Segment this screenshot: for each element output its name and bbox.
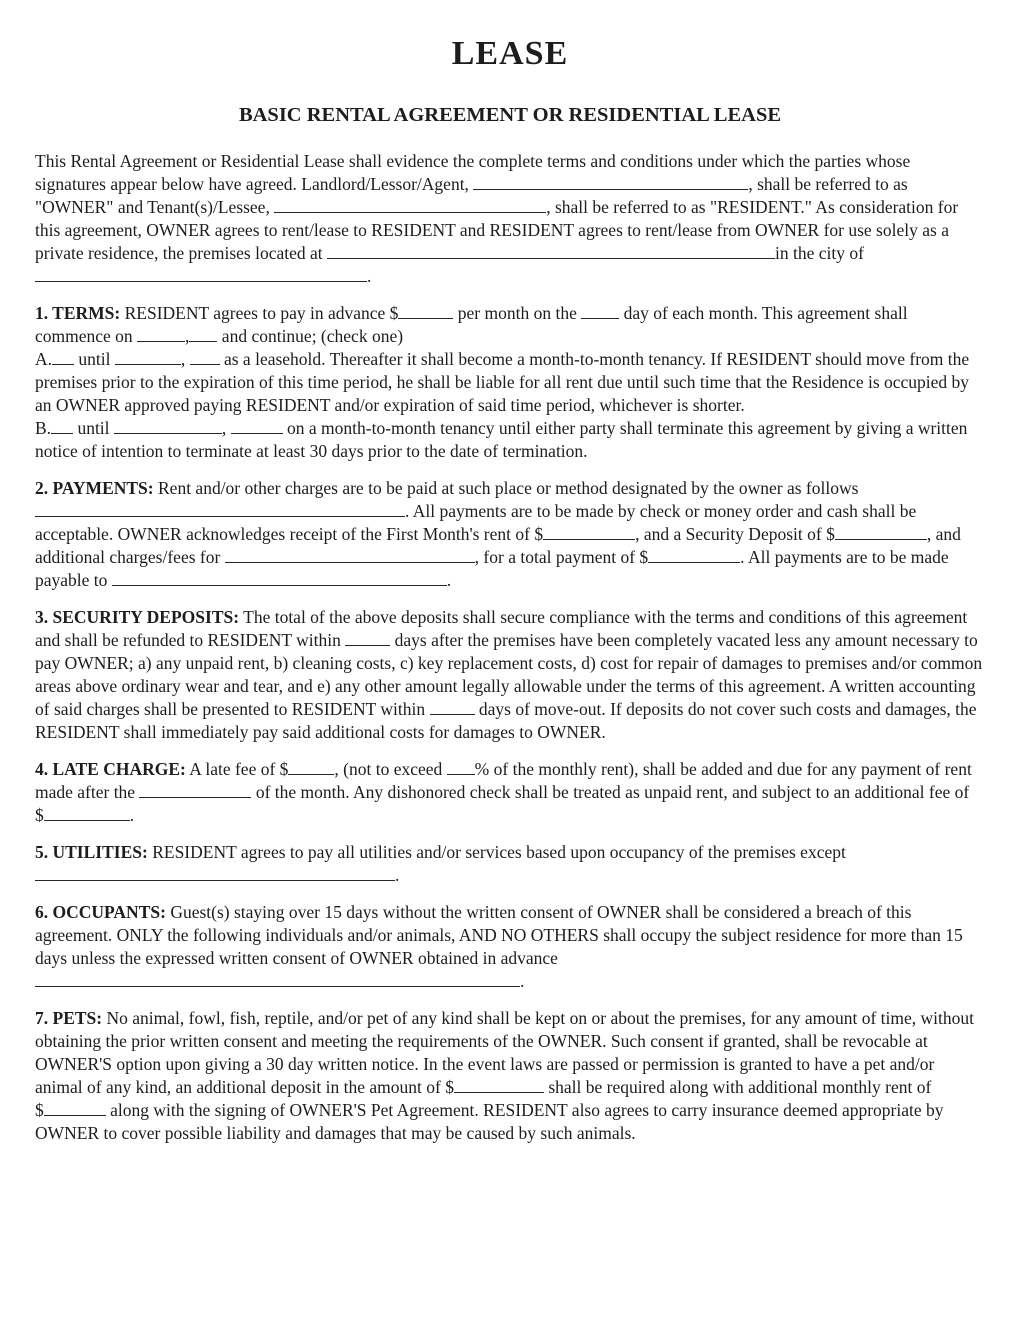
blank-line <box>835 524 927 540</box>
section-paragraph <box>35 841 985 887</box>
blank-line <box>114 418 222 434</box>
section-text: B. until , on a month-to-month tenancy until either party shall terminate this agreement by giving a written notice of intention to terminate at least 30 days prior to the date of termination. <box>35 418 968 461</box>
section-label: 3. SECURITY DEPOSITS: <box>35 607 240 627</box>
section-text: Rent and/or other charges are to be paid at such place or method designated by the owner as follows . All payments are to be made by check or money order and cash shall be acceptable. OWNER acknowledges receipt of the First Month's rent of $ , and a Security Deposit of $ , and additional charges/fees for , for a total payment of $ . All payments are to be made payable to . <box>35 478 961 590</box>
dollar-blank: $ <box>639 547 740 567</box>
blank-line <box>115 349 181 365</box>
blank-line <box>581 303 619 319</box>
blank-line <box>648 547 740 563</box>
dollar-blank: $ <box>445 1077 544 1097</box>
blank-line <box>327 243 775 259</box>
blank-line <box>35 865 395 881</box>
section-label: 5. UTILITIES: <box>35 842 148 862</box>
dollar-blank: $ <box>534 524 635 544</box>
section-paragraph <box>35 477 985 592</box>
dollar-blank: $ <box>35 1100 106 1120</box>
section-label: 4. LATE CHARGE: <box>35 759 186 779</box>
blank-line <box>398 303 453 319</box>
dollar-blank: $ <box>826 524 927 544</box>
section-paragraph <box>35 302 985 348</box>
blank-line <box>473 174 748 190</box>
blank-line <box>189 326 217 342</box>
blank-line <box>139 782 251 798</box>
section-continuation <box>35 417 985 463</box>
section-label: 1. TERMS: <box>35 303 121 323</box>
blank-line <box>288 759 334 775</box>
section-text: The total of the above deposits shall secure compliance with the terms and conditions of this agreement and shall be refunded to RESIDENT within days after the premises have been completely vacated less any amount necessary to pay OWNER; a) any unpaid rent, b) cleaning costs, c) key replacement costs, d) cost for repair of damages to premises and/or common areas above ordinary wear and tear, and e) any other amount legally allowable under the terms of this agreement. A written accounting of said charges shall be presented to RESIDENT within days of move-out. If deposits do not cover such costs and damages, the RESIDENT shall immediately pay said additional costs for damages to OWNER. <box>35 607 983 742</box>
section-text: RESIDENT agrees to pay in advance $ per month on the day of each month. This agreement shall commence on , and continue; (check one) <box>35 303 908 346</box>
section-label: 6. OCCUPANTS: <box>35 902 166 922</box>
blank-line <box>430 699 475 715</box>
dollar-blank: $ <box>35 805 130 825</box>
blank-line <box>44 1100 106 1116</box>
blank-line <box>51 418 73 434</box>
section-paragraph <box>35 606 985 744</box>
intro-paragraph: This Rental Agreement or Residential Lease shall evidence the complete terms and conditions under which the parties whose signatures appear below have agreed. Landlord/Lessor/Agent, , shall be referred to as "OWNER" and Tenant(s)/Lessee, , shall be referred to as "RESIDENT." As consideration for this agreement, OWNER agrees to rent/lease to RESIDENT and RESIDENT agrees to rent/lease from OWNER for use solely as a private residence, the premises located at in the city of . <box>35 151 959 286</box>
blank-line <box>35 501 405 517</box>
dollar-blank: $ <box>280 759 335 779</box>
section-text: A. until , as a leasehold. Thereafter it shall become a month-to-month tenancy. If RESIDENT should move from the premises prior to the expiration of this time period, he shall be liable for all rent due until such time that the Residence is occupied by an OWNER approved paying RESIDENT and/or expiration of said time period, whichever is shorter. <box>35 349 970 415</box>
blank-line <box>44 805 130 821</box>
dollar-blank: $ <box>390 303 454 323</box>
blank-line <box>447 759 475 775</box>
blank-line <box>543 524 635 540</box>
section-paragraph <box>35 758 985 827</box>
blank-line <box>137 326 185 342</box>
section-text: No animal, fowl, fish, reptile, and/or pet of any kind shall be kept on or about the premises, for any amount of time, without obtaining the prior written consent and meeting the requirements of the OWNER. Such consent if granted, shall be revocable at OWNER'S option upon giving a 30 day written notice. In the event laws are passed or permission is granted to have a pet and/or animal of any kind, an additional deposit in the amount of $ shall be required along with additional monthly rent of $ along with the signing of OWNER'S Pet Agreement. RESIDENT also agrees to carry insurance deemed appropriate by OWNER to cover possible liability and damages that may be caused by such animals. <box>35 1008 974 1143</box>
section-paragraph <box>35 1007 985 1145</box>
section-text: A late fee of $ , (not to exceed % of the monthly rent), shall be added and due for any payment of rent made after the of the month. Any dishonored check shall be treated as unpaid rent, and subject to an additional fee of $ . <box>35 759 972 825</box>
blank-line <box>231 418 283 434</box>
blank-line <box>274 197 546 213</box>
document-title: LEASE <box>451 35 569 72</box>
blank-line <box>454 1077 544 1093</box>
blank-line <box>225 547 475 563</box>
section-text: RESIDENT agrees to pay all utilities and/or services based upon occupancy of the premises except . <box>35 842 846 885</box>
section-label: 2. PAYMENTS: <box>35 478 154 498</box>
document-subtitle: BASIC RENTAL AGREEMENT OR RESIDENTIAL LEASE <box>238 104 782 126</box>
section-text: Guest(s) staying over 15 days without the written consent of OWNER shall be considered a breach of this agreement. ONLY the following individuals and/or animals, AND NO OTHERS shall occupy the subject residence for more than 15 days unless the expressed written consent of OWNER obtained in advance . <box>35 902 963 991</box>
blank-line <box>190 349 220 365</box>
blank-line <box>35 971 520 987</box>
blank-line <box>52 349 74 365</box>
blank-line <box>112 570 447 586</box>
section-continuation <box>35 348 985 417</box>
sections-container <box>35 302 985 1145</box>
section-paragraph <box>35 901 985 993</box>
blank-line <box>345 630 390 646</box>
blank-line <box>35 266 367 282</box>
section-label: 7. PETS: <box>35 1008 103 1028</box>
